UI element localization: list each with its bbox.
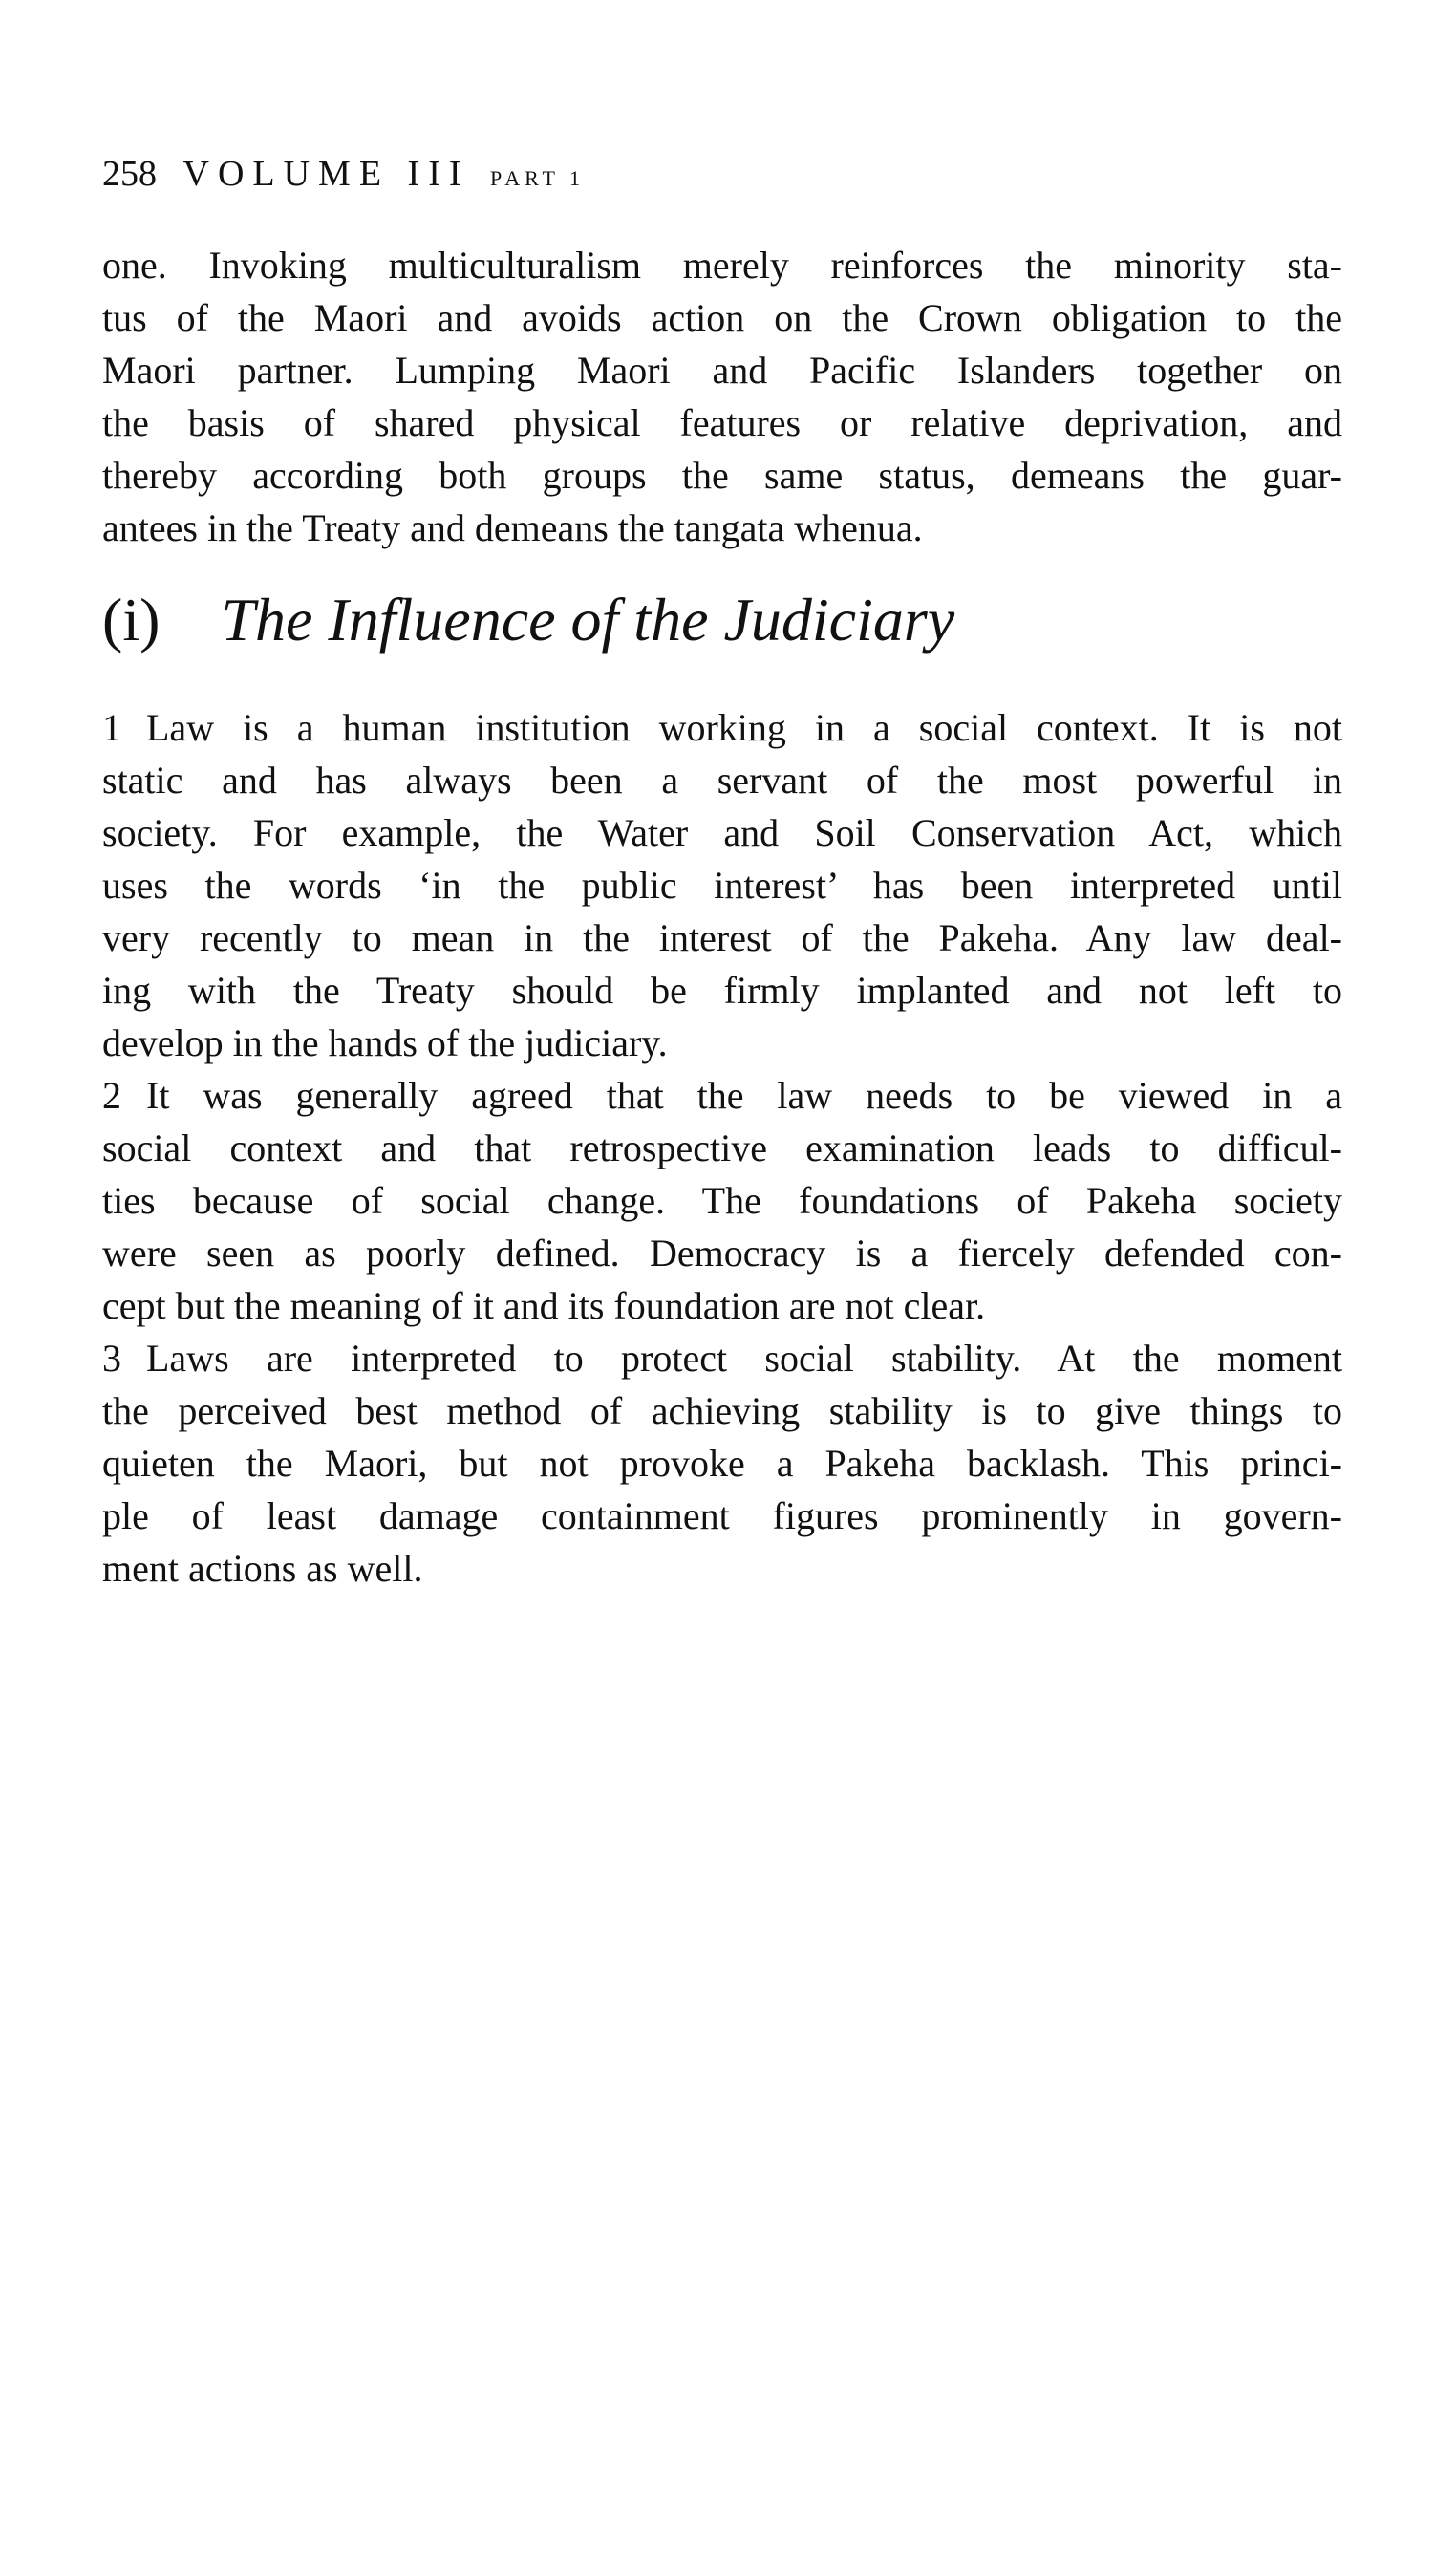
part-label: PART 1 [490, 166, 586, 190]
line-text: ment actions as well. [102, 1547, 423, 1590]
line-text: were seen as poorly defined. Democracy is a fiercely defended con- [102, 1232, 1342, 1275]
line-text: very recently to mean in the interest of the Pakeha. Any law deal- [102, 916, 1342, 959]
line-text: social context and that retrospective examination leads to difficul- [102, 1126, 1342, 1169]
line-text: antees in the Treaty and demeans the tangata whenua. [102, 506, 923, 549]
text-line [102, 239, 1342, 291]
text-line [102, 806, 1342, 859]
line-text: thereby according both groups the same status, demeans the guar- [102, 454, 1342, 497]
paragraph-number: 1 [102, 706, 121, 749]
line-text: society. For example, the Water and Soil Conservation Act, which [102, 811, 1342, 854]
text-line [102, 1174, 1342, 1227]
line-text: the basis of shared physical features or relative deprivation, and [102, 401, 1342, 444]
line-text: tus of the Maori and avoids action on the Crown obligation to the [102, 296, 1342, 339]
text-line [102, 1227, 1342, 1279]
line-text: Maori partner. Lumping Maori and Pacific Islanders together on [102, 349, 1342, 392]
line-text: cept but the meaning of it and its foundation are not clear. [102, 1284, 986, 1327]
section-number: (i) [102, 586, 161, 654]
line-text: uses the words ‘in the public interest’ has been interpreted until [102, 864, 1342, 907]
running-header [102, 153, 585, 195]
line-text: static and has always been a servant of the most powerful in [102, 759, 1342, 802]
line-text: develop in the hands of the judiciary. [102, 1021, 668, 1064]
text-line [102, 1542, 1342, 1595]
line-text: Law is a human institution working in a social context. It is not [146, 706, 1342, 749]
text-line [102, 1332, 1342, 1384]
numbered-paragraphs [102, 701, 1342, 1595]
page-number: 258 [102, 154, 157, 194]
text-line [102, 1069, 1342, 1122]
line-text: the perceived best method of achieving stability is to give things to [102, 1389, 1342, 1432]
text-line [102, 291, 1342, 344]
line-text: It was generally agreed that the law needs to be viewed in a [146, 1074, 1342, 1117]
text-line [102, 449, 1342, 502]
text-line [102, 911, 1342, 964]
intro-paragraph [102, 239, 1342, 554]
line-text: ties because of social change. The foundations of Pakeha society [102, 1179, 1342, 1222]
text-line [102, 964, 1342, 1017]
section-heading [102, 585, 954, 655]
line-text: ing with the Treaty should be firmly implanted and not left to [102, 969, 1342, 1012]
text-line [102, 1490, 1342, 1542]
paragraph-1 [102, 701, 1342, 1069]
line-text: ple of least damage containment figures prominently in govern- [102, 1494, 1342, 1537]
paragraph-number: 2 [102, 1074, 121, 1117]
line-text: one. Invoking multiculturalism merely reinforces the minority sta- [102, 244, 1342, 287]
line-text: quieten the Maori, but not provoke a Pakeha backlash. This princi- [102, 1442, 1342, 1485]
text-line [102, 1122, 1342, 1174]
text-line [102, 1279, 1342, 1332]
text-line [102, 502, 1342, 554]
text-line [102, 859, 1342, 911]
text-line [102, 1437, 1342, 1490]
text-line [102, 1017, 1342, 1069]
section-title: The Influence of the Judiciary [221, 586, 955, 654]
line-text: Laws are interpreted to protect social stability. At the moment [146, 1337, 1342, 1380]
volume-label: VOLUME III [182, 154, 470, 194]
paragraph-3 [102, 1332, 1342, 1595]
text-line [102, 701, 1342, 754]
text-line [102, 1384, 1342, 1437]
text-line [102, 397, 1342, 449]
paragraph-2 [102, 1069, 1342, 1332]
text-line [102, 344, 1342, 397]
paragraph-number: 3 [102, 1337, 121, 1380]
text-line [102, 754, 1342, 806]
